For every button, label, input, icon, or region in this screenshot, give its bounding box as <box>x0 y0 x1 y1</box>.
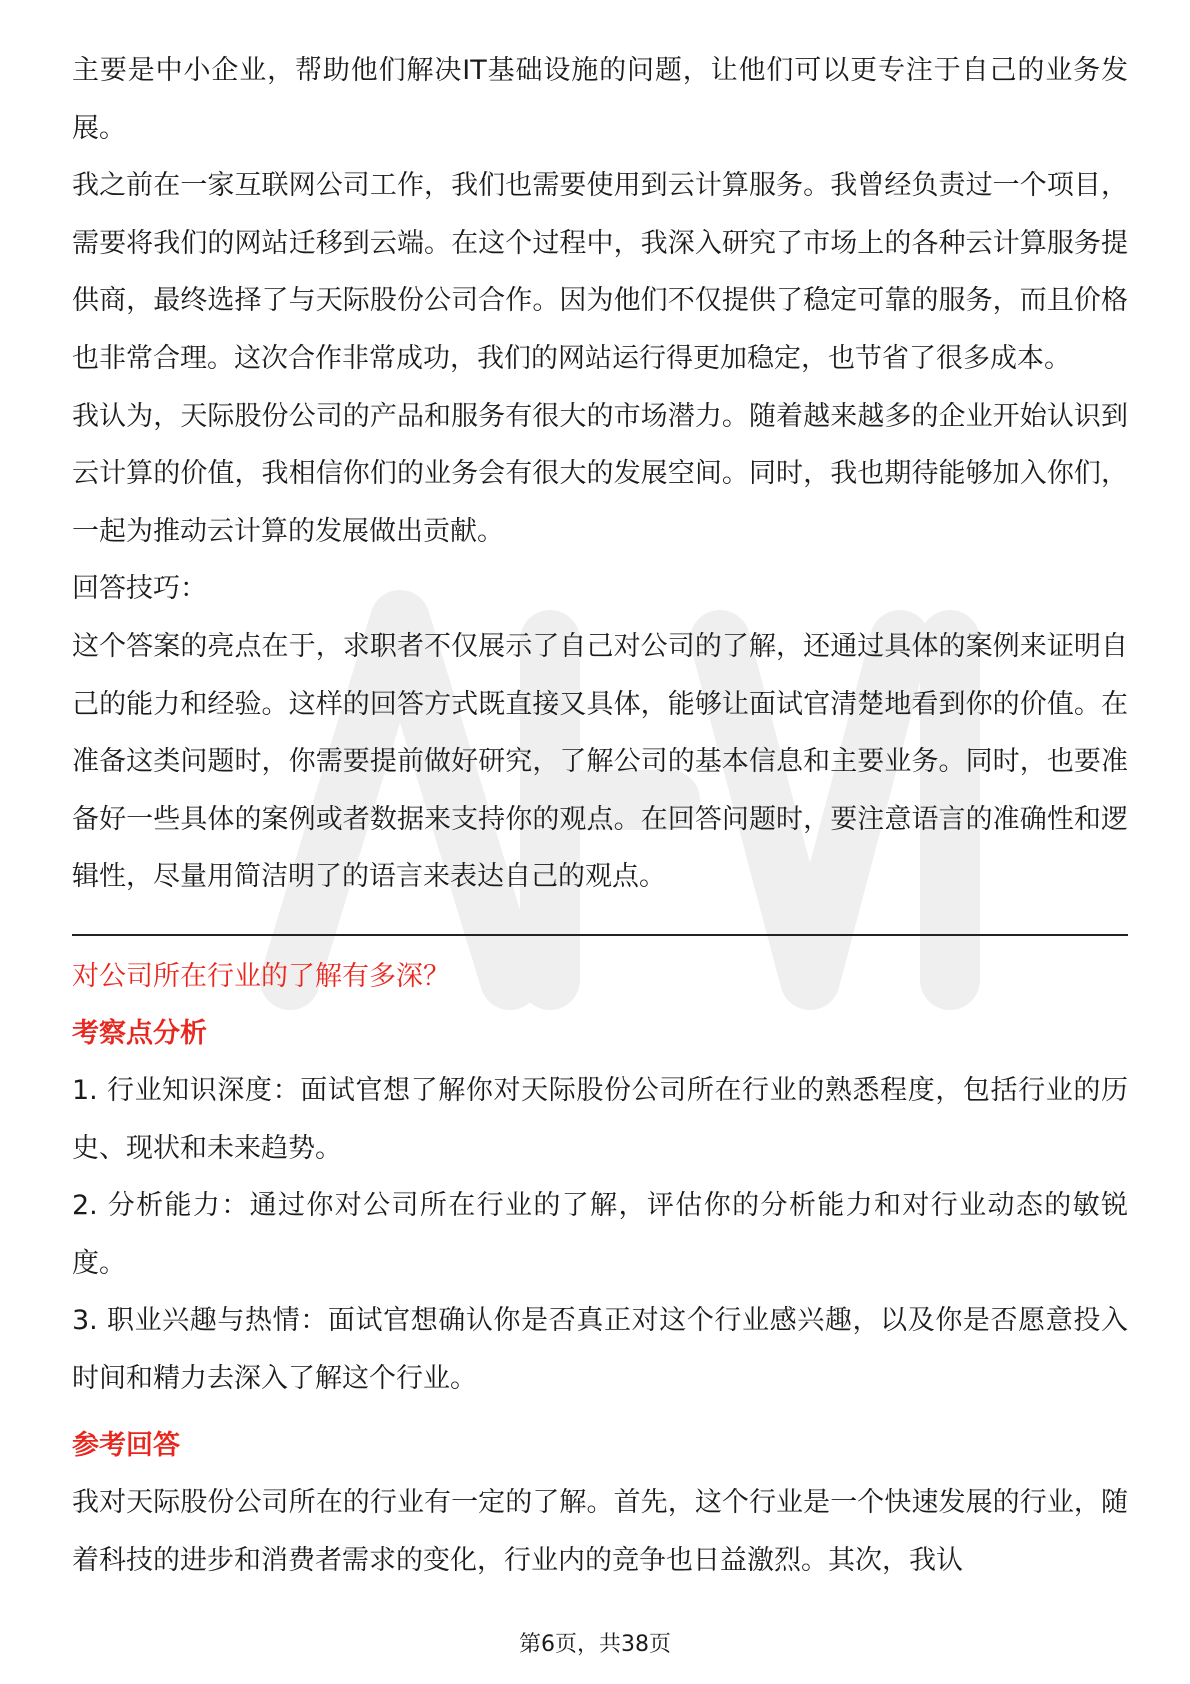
paragraph: 主要是中小企业，帮助他们解决IT基础设施的问题，让他们可以更专注于自己的业务发展。 <box>72 55 1128 144</box>
analysis-point: 1. 行业知识深度：面试官想了解你对天际股份公司所在行业的熟悉程度，包括行业的历史、现状和未来趋势。 <box>72 1074 1128 1164</box>
section-divider <box>72 934 1128 936</box>
analysis-point: 2. 分析能力：通过你对公司所在行业的了解，评估你的分析能力和对行业动态的敏锐度。 <box>72 1190 1128 1279</box>
answer-heading: 参考回答 <box>72 1430 180 1462</box>
page-number: 第6页，共38页 <box>519 1632 671 1657</box>
answer-text: 我对天际股份公司所在的行业有一定的了解。首先，这个行业是一个快速发展的行业，随着科技的进步和消费者需求的变化，行业内的竞争也日益激烈。其次，我认 <box>72 1487 1128 1577</box>
question-title: 对公司所在行业的了解有多深？ <box>72 960 450 992</box>
analysis-point: 3. 职业兴趣与热情：面试官想确认你是否真正对这个行业感兴趣，以及你是否愿意投入时间和精力去深入了解这个行业。 <box>72 1305 1128 1394</box>
page-content <box>72 42 1128 1590</box>
analysis-heading: 考察点分析 <box>72 1017 207 1049</box>
paragraph: 这个答案的亮点在于，求职者不仅展示了自己对公司的了解，还通过具体的案例来证明自己的能力和经验。这样的回答方式既直接又具体，能够让面试官清楚地看到你的价值。在准备这类问题时，你需要提前做好研究，了解公司的基本信息和主要业务。同时，也要准备好一些具体的案例或者数据来支持你的观点。在回答问题时，要注意语言的准确性和逻辑性，尽量用简洁明了的语言来表达自己的观点。 <box>72 630 1128 893</box>
paragraph: 我之前在一家互联网公司工作，我们也需要使用到云计算服务。我曾经负责过一个项目，需要将我们的网站迁移到云端。在这个过程中，我深入研究了市场上的各种云计算服务提供商，最终选择了与天际股份公司合作。因为他们不仅提供了稳定可靠的服务，而且价格也非常合理。这次合作非常成功，我们的网站运行得更加稳定，也节省了很多成本。 <box>72 170 1128 374</box>
paragraph: 我认为，天际股份公司的产品和服务有很大的市场潜力。随着越来越多的企业开始认识到云计算的价值，我相信你们的业务会有很大的发展空间。同时，我也期待能够加入你们，一起为推动云计算的发展做出贡献。 <box>72 400 1128 547</box>
tips-label: 回答技巧： <box>72 573 207 605</box>
